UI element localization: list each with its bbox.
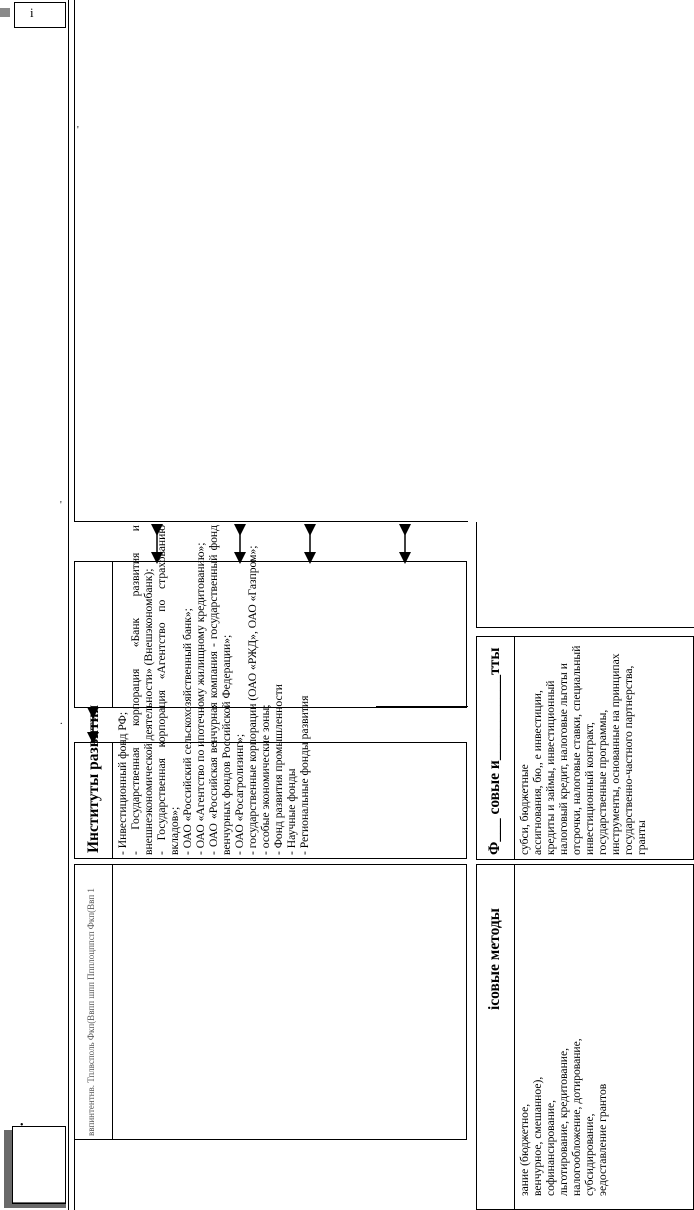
method-line: субсидирование, xyxy=(583,1113,596,1196)
institute-item: - ОАО «Российская венчурная компания - государственный фонд венчурных фондов Российской Федерации»; xyxy=(207,525,233,855)
middle-divider xyxy=(112,561,113,708)
institute-item: - государственные корпорации (ОАО «РЖД», ОАО «Газпром»; xyxy=(246,545,259,855)
instrument-line: отсрочки, налоговые ставки, специальный xyxy=(570,645,583,855)
left-mark-1: ' xyxy=(60,500,62,511)
instrument-line: инвестиционный контракт, xyxy=(583,722,596,855)
methods-title-divider xyxy=(112,864,113,1140)
institute-item: - Государственная корпорация «Банк развития и внешнеэкономической деятельности» (Внешэкономбанк); xyxy=(129,525,155,855)
method-line: эедоставление грантов xyxy=(596,1083,609,1196)
right-panel-left xyxy=(476,522,477,628)
method-line: зание (бюджетное, xyxy=(518,1103,531,1196)
right-panel-bottom xyxy=(476,627,694,628)
methods-items xyxy=(518,1038,609,1196)
left-mark-2: . xyxy=(60,716,63,727)
instrument-line: государственные программы, xyxy=(596,709,609,855)
institute-item: - Государственная корпорация «Агентство по страхованию вкладов»; xyxy=(155,525,181,855)
methods-box xyxy=(74,864,467,1140)
instruments-title-divider xyxy=(514,636,515,860)
method-line: софинансирование, xyxy=(544,1099,557,1196)
instrument-line: гранты xyxy=(635,820,648,855)
instrument-line: ассигнования, бю,, е инвестиции, xyxy=(531,690,544,855)
instruments-title: Ф___ совые и___________тты xyxy=(486,647,503,855)
institute-item: - ОАО «Агентство по ипотечному жилищному кредитованию»; xyxy=(194,542,207,855)
instrument-line: кредиты и займы, инвестиционный xyxy=(544,680,557,855)
institute-item: - ОАО «Российский сельскохозяйственный банк»; xyxy=(181,608,194,855)
instruments-items xyxy=(518,646,648,855)
instrument-line: инструменты, основанные на принципах xyxy=(609,653,622,855)
institutes-items xyxy=(116,525,311,855)
institutes-title-divider xyxy=(112,742,113,859)
left-bullet: • xyxy=(20,1120,24,1131)
top-left-glyph: i xyxy=(30,5,34,20)
method-line: льготирование, кредитование, xyxy=(557,1047,570,1196)
middle-bottom-rule xyxy=(376,706,468,707)
method-line: венчурное, смешанное), xyxy=(531,1076,544,1196)
instrument-line: государственно-частного партнерства, xyxy=(622,665,635,855)
instrument-line: субси, бюджетные xyxy=(518,764,531,855)
faint-text: ввпинтентнв. Тплвсполь Фкп(Ввпп шпп Ппплоцппсп Фкп(Ввп 1 xyxy=(86,888,96,1136)
methods-text-divider xyxy=(514,864,515,1210)
institute-item: - Фонд развития промышленности xyxy=(272,684,285,855)
institutes-title: Институты развития xyxy=(85,705,102,853)
institute-item: - ОАО «Росагролизинг»; xyxy=(233,733,246,855)
institute-item: - Региональные фонды развития xyxy=(298,695,311,855)
institute-item: - Научные фонды xyxy=(285,768,298,855)
method-line: налогообложение, дотирование, xyxy=(570,1038,583,1196)
methods-title: ісовые методы xyxy=(486,908,503,1010)
left-tick: ' xyxy=(77,125,79,136)
instrument-line: налоговый кредит, налоговые льготы и xyxy=(557,663,570,855)
institute-item: - особые экономические зоны; xyxy=(259,704,272,855)
institute-item: - Инвестиционный фонд РФ; xyxy=(116,711,129,855)
